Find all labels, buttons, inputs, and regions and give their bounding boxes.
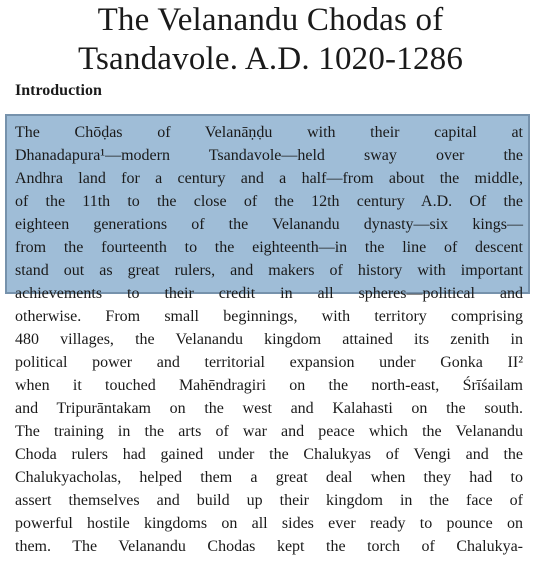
text-line: powerful hostile kingdoms on all sides ever ready to pounce on — [15, 515, 523, 532]
document-title-line-1: The Velanandu Chodas of — [97, 2, 444, 38]
text-line: Choda rulers had gained under the Chalukyas of Vengi and the — [15, 446, 523, 463]
text-line: them. The Velanandu Chodas kept the torch of Chalukya- — [15, 538, 523, 555]
text-line: eighteen generations of the Velanandu dynasty—six kings— — [15, 216, 523, 233]
text-line: of the 11th to the close of the 12th century A.D. Of the — [15, 193, 523, 210]
text-line: Dhanadapura¹—modern Tsandavole—held sway over the — [15, 147, 523, 164]
text-line: Chalukyacholas, helped them a great deal when they had to — [15, 469, 523, 486]
document-title-line-2: Tsandavole. A.D. 1020-1286 — [77, 41, 464, 77]
text-line: 480 villages, the Velanandu kingdom attained its zenith in — [15, 331, 523, 348]
text-line: Andhra land for a century and a half—from about the middle, — [15, 170, 523, 187]
section-heading: Introduction — [15, 82, 102, 99]
text-line: stand out as great rulers, and makers of history with important — [15, 262, 523, 279]
text-line: The training in the arts of war and peace which the Velanandu — [15, 423, 523, 440]
text-line: achievements to their credit in all spheres—political and — [15, 285, 523, 302]
text-line: when it touched Mahēndragiri on the north-east, Śrīśailam — [15, 377, 523, 394]
text-line: from the fourteenth to the eighteenth—in the line of descent — [15, 239, 523, 256]
text-line: political power and territorial expansion under Gonka II² — [15, 354, 523, 371]
text-line: and Tripurāntakam on the west and Kalahasti on the south. — [15, 400, 523, 417]
text-line: The Chōḍas of Velanāṇḍu with their capital at — [15, 124, 523, 141]
text-line: otherwise. From small beginnings, with territory comprising — [15, 308, 523, 325]
text-line: assert themselves and build up their kingdom in the face of — [15, 492, 523, 509]
